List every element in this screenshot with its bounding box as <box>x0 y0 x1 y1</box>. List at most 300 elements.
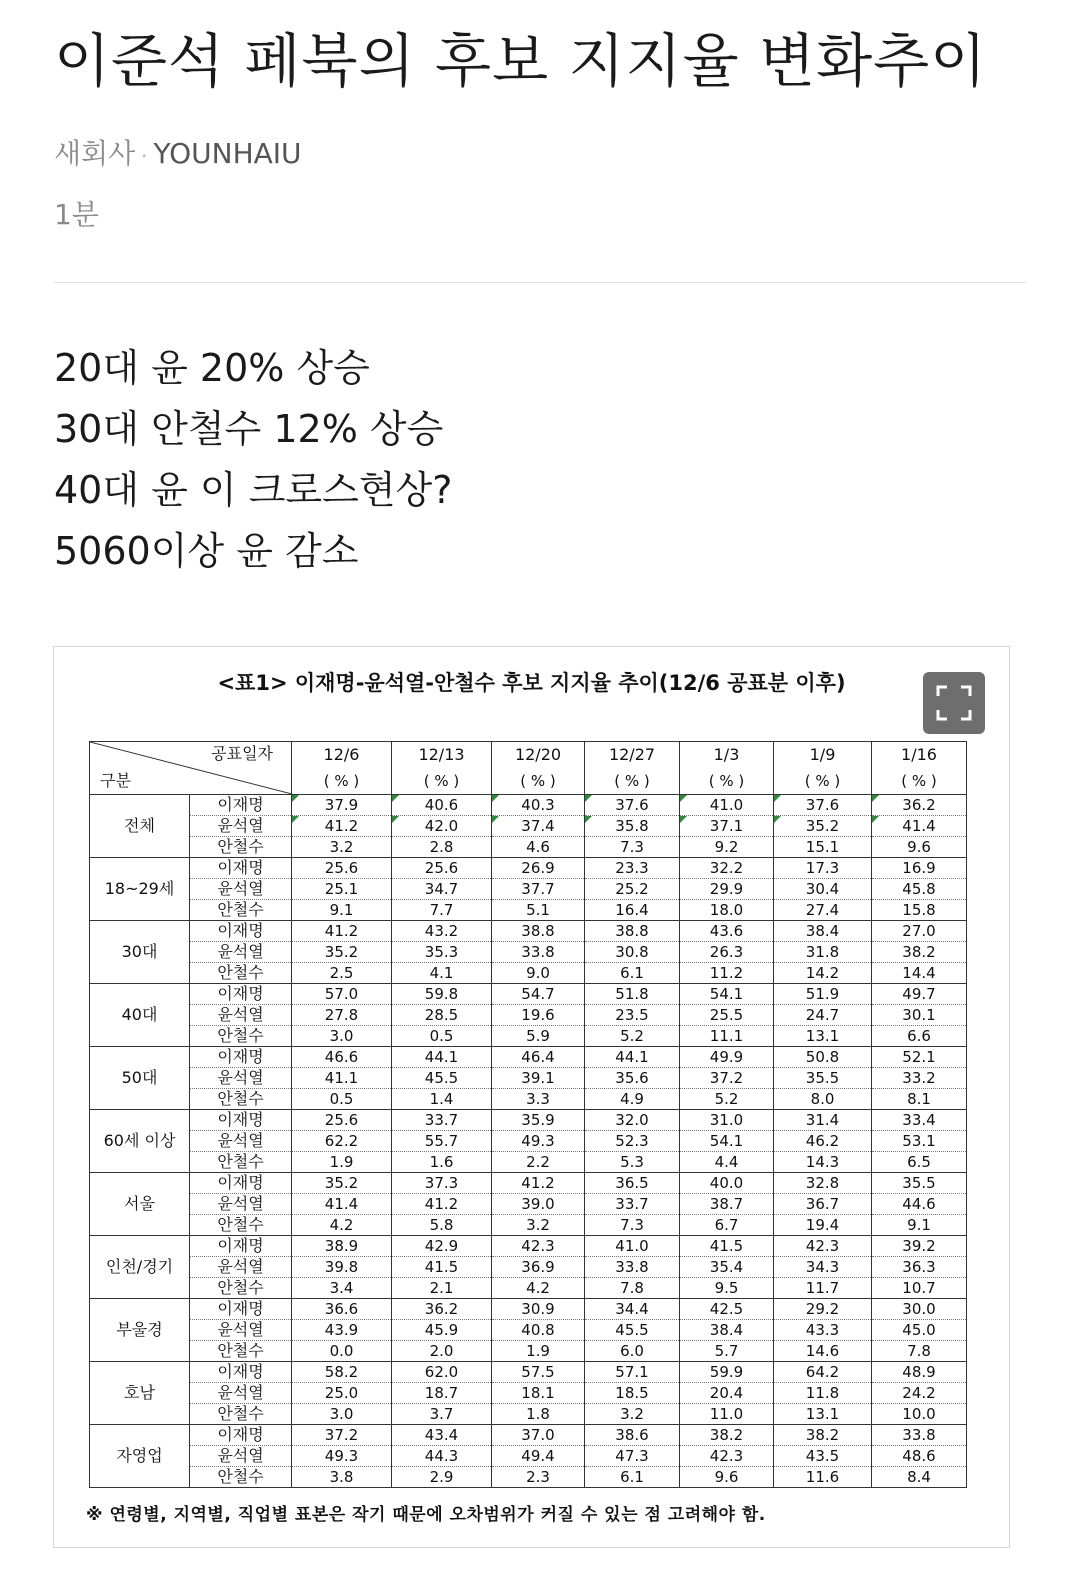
value-cell <box>292 942 392 963</box>
date-header: 12/13 <box>392 742 492 769</box>
article-meta <box>54 132 302 172</box>
value-text: 34.4 <box>615 1300 649 1318</box>
value-cell <box>680 1425 774 1446</box>
value-text: 49.9 <box>709 1048 744 1066</box>
table-row <box>90 1362 967 1383</box>
candidate-label: 안철수 <box>190 1089 292 1110</box>
value-cell <box>585 1257 680 1278</box>
value-cell <box>392 1299 492 1320</box>
value-cell <box>774 942 872 963</box>
cell-comment-marker <box>292 816 299 823</box>
value-cell <box>872 1131 967 1152</box>
value-text: 33.2 <box>902 1069 936 1087</box>
value-text: 42.0 <box>424 817 459 835</box>
value-cell <box>872 1320 967 1341</box>
value-cell <box>585 1404 680 1425</box>
candidate-label: 안철수 <box>190 1467 292 1488</box>
value-text: 13.1 <box>805 1405 840 1423</box>
cell-comment-marker <box>872 795 879 802</box>
value-cell <box>492 1215 585 1236</box>
value-cell <box>392 1194 492 1215</box>
candidate-label: 안철수 <box>190 1341 292 1362</box>
poll-table <box>89 741 967 1488</box>
value-cell <box>292 1383 392 1404</box>
cell-comment-marker <box>680 795 687 802</box>
candidate-label: 이재명 <box>190 1425 292 1446</box>
poll-table-body <box>90 795 967 1488</box>
value-text: 8.1 <box>907 1090 931 1108</box>
value-cell <box>392 1320 492 1341</box>
value-text: 3.4 <box>329 1279 354 1297</box>
value-text: 36.2 <box>424 1300 459 1318</box>
value-cell <box>680 1236 774 1257</box>
value-cell <box>492 1152 585 1173</box>
value-text: 40.6 <box>424 796 459 814</box>
value-cell <box>292 1320 392 1341</box>
cell-comment-marker <box>492 816 499 823</box>
value-text: 33.7 <box>424 1111 459 1129</box>
value-text: 5.7 <box>714 1342 739 1360</box>
value-text: 39.8 <box>324 1258 359 1276</box>
value-text: 4.2 <box>329 1216 354 1234</box>
value-cell <box>292 921 392 942</box>
value-cell <box>392 1257 492 1278</box>
value-text: 40.3 <box>521 796 555 814</box>
value-cell <box>585 1341 680 1362</box>
candidate-label: 안철수 <box>190 1152 292 1173</box>
value-cell <box>585 942 680 963</box>
value-text: 42.3 <box>521 1237 555 1255</box>
value-text: 3.2 <box>526 1216 550 1234</box>
group-label: 호남 <box>90 1362 190 1425</box>
value-text: 38.4 <box>805 922 840 940</box>
value-text: 45.0 <box>902 1321 936 1339</box>
value-text: 14.4 <box>902 964 936 982</box>
value-cell <box>774 1047 872 1068</box>
value-text: 36.6 <box>324 1300 359 1318</box>
value-text: 19.6 <box>521 1006 555 1024</box>
value-cell <box>292 984 392 1005</box>
value-cell <box>292 816 392 837</box>
candidate-label: 안철수 <box>190 837 292 858</box>
value-cell <box>492 837 585 858</box>
value-text: 30.4 <box>805 880 840 898</box>
group-label: 50대 <box>90 1047 190 1110</box>
value-cell <box>680 1278 774 1299</box>
cell-comment-marker <box>392 816 399 823</box>
value-text: 25.0 <box>324 1384 359 1402</box>
table-row <box>90 921 967 942</box>
table-row <box>90 1131 967 1152</box>
value-cell <box>872 837 967 858</box>
value-cell <box>292 900 392 921</box>
unit-header: ( % ) <box>292 768 392 795</box>
value-text: 19.4 <box>805 1216 840 1234</box>
value-cell <box>492 1467 585 1488</box>
author-link[interactable]: YOUNHAIU <box>153 137 302 170</box>
value-text: 31.0 <box>709 1111 744 1129</box>
unit-header: ( % ) <box>774 768 872 795</box>
value-cell <box>392 1110 492 1131</box>
value-cell <box>680 1089 774 1110</box>
value-cell <box>585 1467 680 1488</box>
value-cell <box>392 1467 492 1488</box>
value-text: 7.3 <box>620 838 644 856</box>
value-cell <box>680 1341 774 1362</box>
table-row <box>90 1026 967 1047</box>
candidate-label: 이재명 <box>190 1110 292 1131</box>
value-text: 44.6 <box>902 1195 936 1213</box>
date-header: 12/6 <box>292 742 392 769</box>
unit-header: ( % ) <box>872 768 967 795</box>
candidate-label: 안철수 <box>190 1278 292 1299</box>
value-cell <box>585 795 680 816</box>
value-cell <box>774 1236 872 1257</box>
value-cell <box>774 1026 872 1047</box>
value-cell <box>872 1215 967 1236</box>
table-row <box>90 858 967 879</box>
cell-comment-marker <box>774 795 781 802</box>
value-text: 42.3 <box>805 1237 840 1255</box>
value-text: 3.0 <box>329 1027 354 1045</box>
value-text: 49.4 <box>521 1447 555 1465</box>
value-text: 35.5 <box>902 1174 936 1192</box>
value-cell <box>774 879 872 900</box>
value-text: 59.8 <box>424 985 459 1003</box>
group-label: 60세 이상 <box>90 1110 190 1173</box>
value-text: 18.5 <box>615 1384 649 1402</box>
candidate-label: 윤석열 <box>190 816 292 837</box>
table-row <box>90 1068 967 1089</box>
value-cell <box>292 1467 392 1488</box>
value-text: 37.6 <box>805 796 840 814</box>
table-title: <표1> 이재명-윤석열-안철수 후보 지지율 추이(12/6 공표분 이후) <box>217 671 846 695</box>
table-footnote: ※ 연령별, 지역별, 직업별 표본은 작기 때문에 오차범위가 커질 수 있는 점 고려해야 함. <box>86 1505 766 1525</box>
value-cell <box>292 1152 392 1173</box>
value-cell <box>872 1236 967 1257</box>
value-cell <box>492 1089 585 1110</box>
value-cell <box>774 1446 872 1467</box>
value-text: 4.4 <box>714 1153 739 1171</box>
value-text: 41.5 <box>709 1237 744 1255</box>
expand-button[interactable] <box>923 672 985 734</box>
value-text: 10.7 <box>902 1279 936 1297</box>
candidate-label: 윤석열 <box>190 1005 292 1026</box>
cell-comment-marker <box>492 795 499 802</box>
value-cell <box>774 1110 872 1131</box>
value-cell <box>585 1026 680 1047</box>
value-cell <box>492 1257 585 1278</box>
cell-comment-marker <box>774 816 781 823</box>
value-cell <box>492 1362 585 1383</box>
value-cell <box>392 816 492 837</box>
value-text: 18.7 <box>424 1384 459 1402</box>
value-cell <box>872 1068 967 1089</box>
table-row <box>90 1215 967 1236</box>
value-cell <box>680 795 774 816</box>
value-cell <box>292 1005 392 1026</box>
value-cell <box>585 1173 680 1194</box>
value-text: 57.1 <box>615 1363 649 1381</box>
value-text: 43.4 <box>424 1426 459 1444</box>
value-text: 37.0 <box>521 1426 555 1444</box>
value-text: 27.8 <box>324 1006 359 1024</box>
value-text: 11.7 <box>805 1279 840 1297</box>
value-text: 34.7 <box>424 880 459 898</box>
value-text: 2.0 <box>429 1342 454 1360</box>
value-cell <box>292 858 392 879</box>
table-row <box>90 1089 967 1110</box>
value-text: 17.3 <box>805 859 840 877</box>
value-text: 41.2 <box>324 817 359 835</box>
value-cell <box>872 1362 967 1383</box>
value-cell <box>680 1362 774 1383</box>
table-row <box>90 1236 967 1257</box>
value-cell <box>585 837 680 858</box>
value-cell <box>872 795 967 816</box>
value-cell <box>392 1089 492 1110</box>
table-row <box>90 1383 967 1404</box>
value-cell <box>585 1131 680 1152</box>
value-cell <box>585 1425 680 1446</box>
value-cell <box>872 963 967 984</box>
value-text: 45.5 <box>424 1069 459 1087</box>
value-cell <box>872 1404 967 1425</box>
value-cell <box>872 1194 967 1215</box>
value-cell <box>774 1068 872 1089</box>
value-cell <box>292 1299 392 1320</box>
value-cell <box>585 1362 680 1383</box>
value-cell <box>492 1110 585 1131</box>
value-text: 37.2 <box>709 1069 744 1087</box>
value-cell <box>872 1089 967 1110</box>
table-row <box>90 1299 967 1320</box>
candidate-label: 윤석열 <box>190 1194 292 1215</box>
value-text: 45.8 <box>902 880 936 898</box>
value-cell <box>392 963 492 984</box>
table-image[interactable] <box>53 646 1010 1548</box>
value-cell <box>585 921 680 942</box>
value-text: 37.6 <box>615 796 649 814</box>
value-cell <box>292 1278 392 1299</box>
value-text: 37.4 <box>521 817 555 835</box>
value-cell <box>774 837 872 858</box>
value-cell <box>872 1257 967 1278</box>
group-label: 전체 <box>90 795 190 858</box>
value-cell <box>292 1236 392 1257</box>
value-text: 54.1 <box>709 985 744 1003</box>
value-text: 64.2 <box>805 1363 840 1381</box>
value-cell <box>392 1362 492 1383</box>
value-cell <box>292 1404 392 1425</box>
value-text: 25.5 <box>709 1006 744 1024</box>
date-header: 12/20 <box>492 742 585 769</box>
table-row <box>90 1194 967 1215</box>
value-cell <box>585 1194 680 1215</box>
value-cell <box>680 1110 774 1131</box>
value-text: 20.4 <box>709 1384 744 1402</box>
value-text: 16.9 <box>902 859 936 877</box>
value-cell <box>392 1383 492 1404</box>
table-row <box>90 1110 967 1131</box>
value-text: 46.6 <box>324 1048 359 1066</box>
value-cell <box>774 1467 872 1488</box>
value-cell <box>492 1299 585 1320</box>
table-row <box>90 1173 967 1194</box>
value-text: 7.8 <box>907 1342 931 1360</box>
value-cell <box>680 1299 774 1320</box>
value-cell <box>774 1320 872 1341</box>
value-text: 36.7 <box>805 1195 840 1213</box>
value-text: 0.0 <box>329 1342 354 1360</box>
value-text: 44.3 <box>424 1447 459 1465</box>
meta-separator: · <box>141 144 148 168</box>
value-cell <box>292 879 392 900</box>
value-text: 8.4 <box>907 1468 931 1486</box>
value-cell <box>680 858 774 879</box>
value-cell <box>774 1215 872 1236</box>
value-text: 57.0 <box>324 985 359 1003</box>
value-cell <box>585 1278 680 1299</box>
value-cell <box>392 1446 492 1467</box>
value-text: 6.5 <box>907 1153 931 1171</box>
value-cell <box>774 1425 872 1446</box>
category-link[interactable]: 새회사 <box>54 137 136 170</box>
value-text: 18.0 <box>709 901 744 919</box>
candidate-label: 이재명 <box>190 795 292 816</box>
value-cell <box>492 1068 585 1089</box>
value-cell <box>392 1173 492 1194</box>
value-text: 2.1 <box>429 1279 454 1297</box>
value-cell <box>774 1173 872 1194</box>
value-text: 41.4 <box>324 1195 359 1213</box>
candidate-label: 윤석열 <box>190 942 292 963</box>
value-text: 38.2 <box>902 943 936 961</box>
value-text: 45.9 <box>424 1321 459 1339</box>
value-text: 6.1 <box>620 964 644 982</box>
value-cell <box>774 1362 872 1383</box>
value-cell <box>492 963 585 984</box>
value-text: 25.6 <box>324 1111 359 1129</box>
value-cell <box>392 1425 492 1446</box>
table-row <box>90 1257 967 1278</box>
unit-header: ( % ) <box>585 768 680 795</box>
value-cell <box>292 1068 392 1089</box>
value-cell <box>392 921 492 942</box>
value-text: 37.2 <box>324 1426 359 1444</box>
value-cell <box>680 1194 774 1215</box>
value-cell <box>292 1131 392 1152</box>
cell-comment-marker <box>392 795 399 802</box>
value-cell <box>774 1299 872 1320</box>
candidate-label: 윤석열 <box>190 1068 292 1089</box>
value-text: 31.8 <box>805 943 840 961</box>
group-label: 18~29세 <box>90 858 190 921</box>
value-cell <box>585 984 680 1005</box>
value-cell <box>585 1383 680 1404</box>
value-text: 3.8 <box>329 1468 354 1486</box>
value-cell <box>492 1131 585 1152</box>
value-text: 38.2 <box>709 1426 744 1444</box>
value-cell <box>872 1425 967 1446</box>
value-text: 7.3 <box>620 1216 644 1234</box>
value-text: 5.3 <box>620 1153 644 1171</box>
value-text: 40.8 <box>521 1321 555 1339</box>
value-text: 37.7 <box>521 880 555 898</box>
value-cell <box>680 1383 774 1404</box>
value-cell <box>585 1320 680 1341</box>
value-text: 49.7 <box>902 985 936 1003</box>
value-text: 14.6 <box>805 1342 840 1360</box>
value-text: 7.8 <box>620 1279 644 1297</box>
candidate-label: 이재명 <box>190 1236 292 1257</box>
value-text: 37.9 <box>324 796 359 814</box>
value-text: 42.5 <box>709 1300 744 1318</box>
date-header: 1/16 <box>872 742 967 769</box>
candidate-label: 안철수 <box>190 900 292 921</box>
value-text: 35.9 <box>521 1111 555 1129</box>
value-text: 11.2 <box>709 964 744 982</box>
table-row <box>90 1005 967 1026</box>
value-cell <box>585 1152 680 1173</box>
value-text: 26.3 <box>709 943 744 961</box>
expand-fullscreen-icon <box>936 685 972 721</box>
value-text: 41.2 <box>324 922 359 940</box>
value-cell <box>492 1320 585 1341</box>
value-text: 11.6 <box>805 1468 840 1486</box>
value-text: 53.1 <box>902 1132 936 1150</box>
value-cell <box>585 1047 680 1068</box>
value-cell <box>774 1131 872 1152</box>
value-text: 38.6 <box>615 1426 649 1444</box>
value-cell <box>680 1131 774 1152</box>
candidate-label: 이재명 <box>190 921 292 942</box>
value-text: 9.6 <box>907 838 931 856</box>
value-cell <box>585 858 680 879</box>
value-cell <box>492 900 585 921</box>
table-row <box>90 1404 967 1425</box>
value-cell <box>292 1089 392 1110</box>
value-cell <box>292 1446 392 1467</box>
value-text: 43.3 <box>805 1321 840 1339</box>
value-text: 4.9 <box>620 1090 644 1108</box>
value-text: 3.3 <box>526 1090 550 1108</box>
value-cell <box>872 816 967 837</box>
value-text: 4.2 <box>526 1279 550 1297</box>
candidate-label: 이재명 <box>190 1362 292 1383</box>
value-cell <box>492 1425 585 1446</box>
value-cell <box>774 1278 872 1299</box>
candidate-label: 안철수 <box>190 1215 292 1236</box>
value-text: 43.2 <box>424 922 459 940</box>
value-cell <box>872 1383 967 1404</box>
value-cell <box>585 816 680 837</box>
value-cell <box>680 1320 774 1341</box>
value-text: 3.7 <box>429 1405 454 1423</box>
value-cell <box>872 1278 967 1299</box>
value-cell <box>392 1215 492 1236</box>
table-row <box>90 1278 967 1299</box>
value-cell <box>680 837 774 858</box>
value-text: 25.2 <box>615 880 649 898</box>
candidate-label: 윤석열 <box>190 1320 292 1341</box>
group-label: 부울경 <box>90 1299 190 1362</box>
value-text: 38.8 <box>615 922 649 940</box>
value-text: 11.0 <box>709 1405 744 1423</box>
value-text: 38.9 <box>324 1237 359 1255</box>
value-text: 62.0 <box>424 1363 459 1381</box>
value-text: 47.3 <box>615 1447 649 1465</box>
